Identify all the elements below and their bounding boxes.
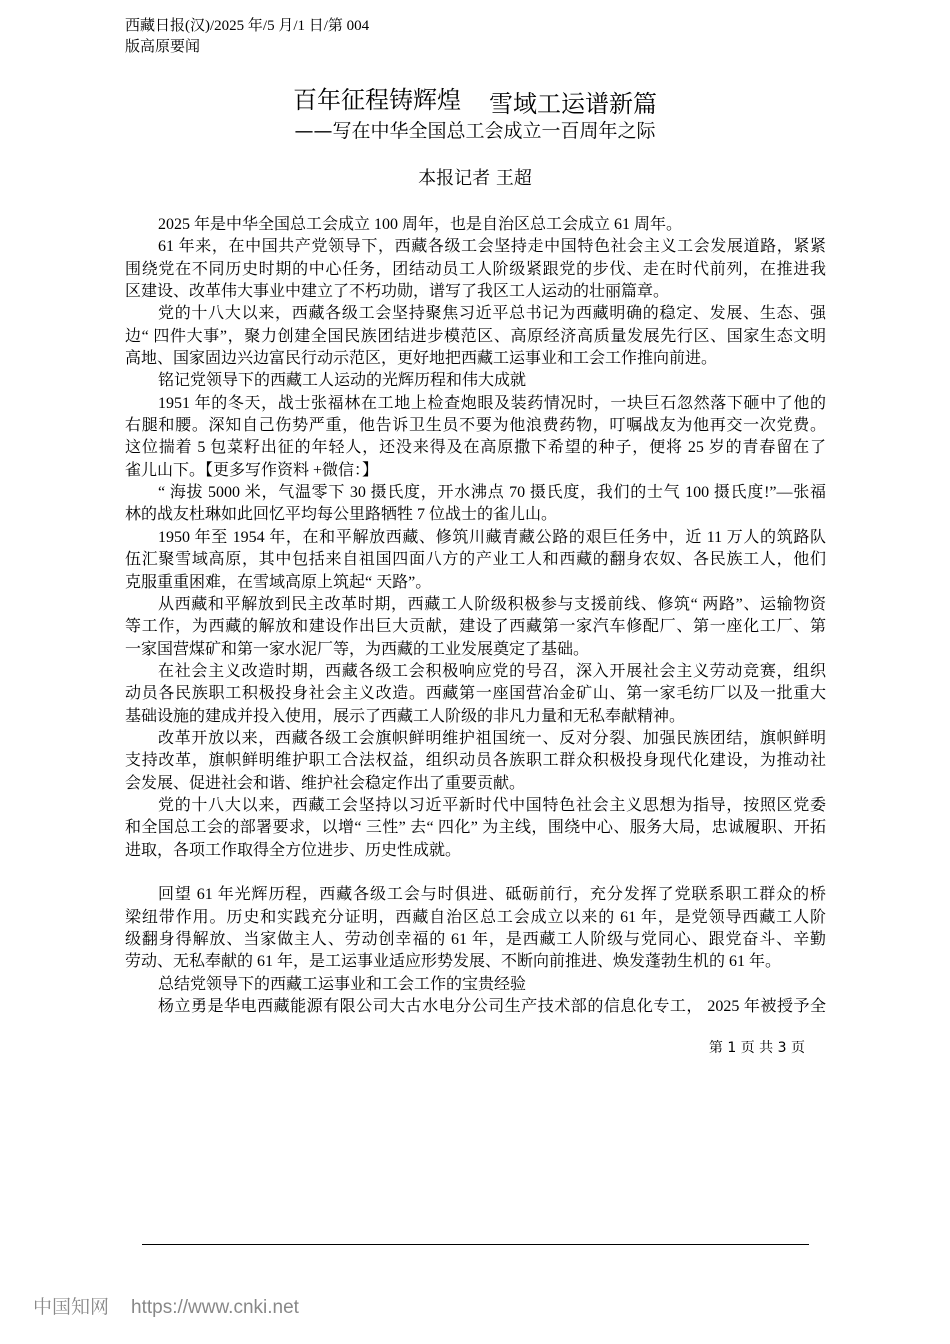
text-line: 林的战友杜琳如此回忆平均每公里路牺牲 7 位战士的雀儿山。	[125, 506, 558, 524]
cnki-watermark	[33, 1292, 299, 1319]
text-line: 1951 年的冬天，战士张福林在工地上检查炮眼及装药情况时，一块巨石忽然落下砸中了他的	[158, 394, 826, 412]
paragraph	[125, 303, 826, 370]
text-line: 克服重重困难，在雪域高原上筑起“ 天路”。	[125, 573, 432, 591]
text-line: 梁纽带作用。历史和实践充分证明，西藏自治区总工会成立以来的 61 年，是党领导西藏工人阶	[125, 908, 826, 926]
watermark-url[interactable]: https://www.cnki.net	[131, 1297, 299, 1318]
article-title	[0, 84, 950, 116]
text-line: 劳动、无私奉献的 61 年，是工运事业适应形势发展、不断向前推进、焕发蓬勃生机的 61 年。	[125, 953, 782, 971]
byline: 本报记者 王超	[418, 168, 532, 189]
title-part-2: 雪域工运谱新篇	[489, 90, 657, 118]
paragraph	[125, 527, 826, 594]
page-number: 第 1 页 共 3 页	[708, 1040, 805, 1056]
source-line: 西藏日报(汉)/2025 年/5 月/1 日/第 004	[125, 18, 370, 34]
text-line: 等工作，为西藏的解放和建设作出巨大贡献，建设了西藏第一家汽车修配厂、第一座化工厂、第	[125, 618, 826, 636]
text-line: 回望 61 年光辉历程，西藏各级工会与时俱进、砥砺前行，充分发挥了党联系职工群众的桥	[158, 886, 826, 904]
article-subtitle: ——写在中华全国总工会成立一百周年之际	[294, 120, 656, 142]
paragraph	[125, 996, 826, 1018]
text-line: 党的十八大以来，西藏工会坚持以习近平新时代中国特色社会主义思想为指导，按照区党委	[158, 796, 826, 814]
paragraph	[125, 795, 826, 862]
text-line: 一家国营煤矿和第一家水泥厂等，为西藏的工业发展奠定了基础。	[125, 640, 590, 658]
text-line: “ 海拔 5000 米，气温零下 30 摄氏度，开水沸点 70 摄氏度，我们的士气 100 摄氏度!”—张福	[158, 484, 826, 502]
blank-line	[125, 862, 826, 884]
text-line: 杨立勇是华电西藏能源有限公司大古水电分公司生产技术部的信息化专工， 2025 年被授予全	[158, 998, 826, 1016]
title-part-1: 百年征程铸辉煌	[293, 86, 461, 114]
article-body	[125, 214, 826, 1018]
text-line: 2025 年是中华全国总工会成立 100 周年，也是自治区总工会成立 61 周年。	[158, 216, 683, 233]
text-line: 1950 年至 1954 年，在和平解放西藏、修筑川藏青藏公路的艰巨任务中，近 11 万人的筑路队	[158, 528, 826, 546]
text-line: 围绕党在不同历史时期的中心任务，团结动员工人阶级紧跟党的步伐、走在时代前列，在推进我	[125, 260, 826, 278]
text-line: 党的十八大以来，西藏各级工会坚持聚焦习近平总书记为西藏明确的稳定、发展、生态、强	[158, 305, 826, 323]
paragraph	[125, 884, 826, 973]
paragraph	[125, 236, 826, 303]
text-line: 铭记党领导下的西藏工人运动的光辉历程和伟大成就	[158, 372, 527, 390]
paragraph	[125, 482, 826, 527]
text-line: 边“ 四件大事”，聚力创建全国民族团结进步模范区、高原经济高质量发展先行区、国家生态文明	[125, 327, 826, 345]
text-line: 基础设施的建成并投入使用，展示了西藏工人阶级的非凡力量和无私奉献精神。	[125, 707, 686, 725]
paragraph	[125, 370, 826, 392]
text-line: 高地、国家固边兴边富民行动示范区，更好地把西藏工运事业和工会工作推向前进。	[125, 350, 718, 368]
text-line: 会发展、促进社会和谐、维护社会稳定作出了重要贡献。	[125, 774, 526, 792]
paragraph	[125, 974, 826, 996]
paragraph	[125, 728, 826, 795]
text-line: 级翻身得解放、当家做主人、劳动创幸福的 61 年，是西藏工人阶级与党同心、跟党奋斗、辛勤	[125, 931, 826, 948]
text-line: 在社会主义改造时期，西藏各级工会积极响应党的号召，深入开展社会主义劳动竞赛，组织	[158, 662, 826, 680]
text-line: 总结党领导下的西藏工运事业和工会工作的宝贵经验	[158, 975, 527, 993]
text-line: 右腿和腰。深知自己伤势严重，他告诉卫生员不要为他浪费药物，叮嘱战友为他再交一次党费。	[125, 417, 826, 435]
text-line: 支持改革，旗帜鲜明维护职工合法权益，组织动员各族职工群众积极投身现代化建设，为推动社	[125, 752, 826, 770]
text-line: 61 年来，在中国共产党领导下，西藏各级工会坚持走中国特色社会主义工会发展道路，紧紧	[158, 238, 826, 256]
footer-divider	[142, 1244, 809, 1245]
paragraph	[125, 393, 826, 482]
paragraph	[125, 214, 826, 236]
text-line: 这位揣着 5 包菜籽出征的年轻人，还没来得及在高原撒下希望的种子，便将 25 岁的青春留在了	[125, 439, 826, 457]
text-line: 从西藏和平解放到民主改革时期，西藏工人阶级积极参与支援前线、修筑“ 两路”、运输物资	[158, 595, 826, 613]
text-line: 和全国总工会的部署要求，以增“ 三性” 去“ 四化” 为主线，围绕中心、服务大局，忠诚履职、开拓	[125, 819, 826, 837]
text-line: 雀儿山下。【更多写作资料 +微信：】	[125, 461, 379, 479]
watermark-brand: 中国知网	[33, 1297, 110, 1318]
text-line: 改革开放以来，西藏各级工会旗帜鲜明维护祖国统一、反对分裂、加强民族团结，旗帜鲜明	[158, 729, 826, 747]
text-line: 伍汇聚雪域高原，其中包括来自祖国四面八方的产业工人和西藏的翻身农奴、各民族工人，他们	[125, 551, 826, 569]
text-line: 动员各民族职工积极投身社会主义改造。西藏第一座国营冶金矿山、第一家毛纺厂以及一批重大	[125, 685, 826, 703]
section-line: 版高原要闻	[125, 39, 201, 55]
text-line: 进取，各项工作取得全方位进步、历史性成就。	[125, 841, 462, 859]
paragraph	[125, 594, 826, 661]
paragraph	[125, 661, 826, 728]
text-line: 区建设、改革伟大事业中建立了不朽功勋，谱写了我区工人运动的壮丽篇章。	[125, 283, 670, 301]
